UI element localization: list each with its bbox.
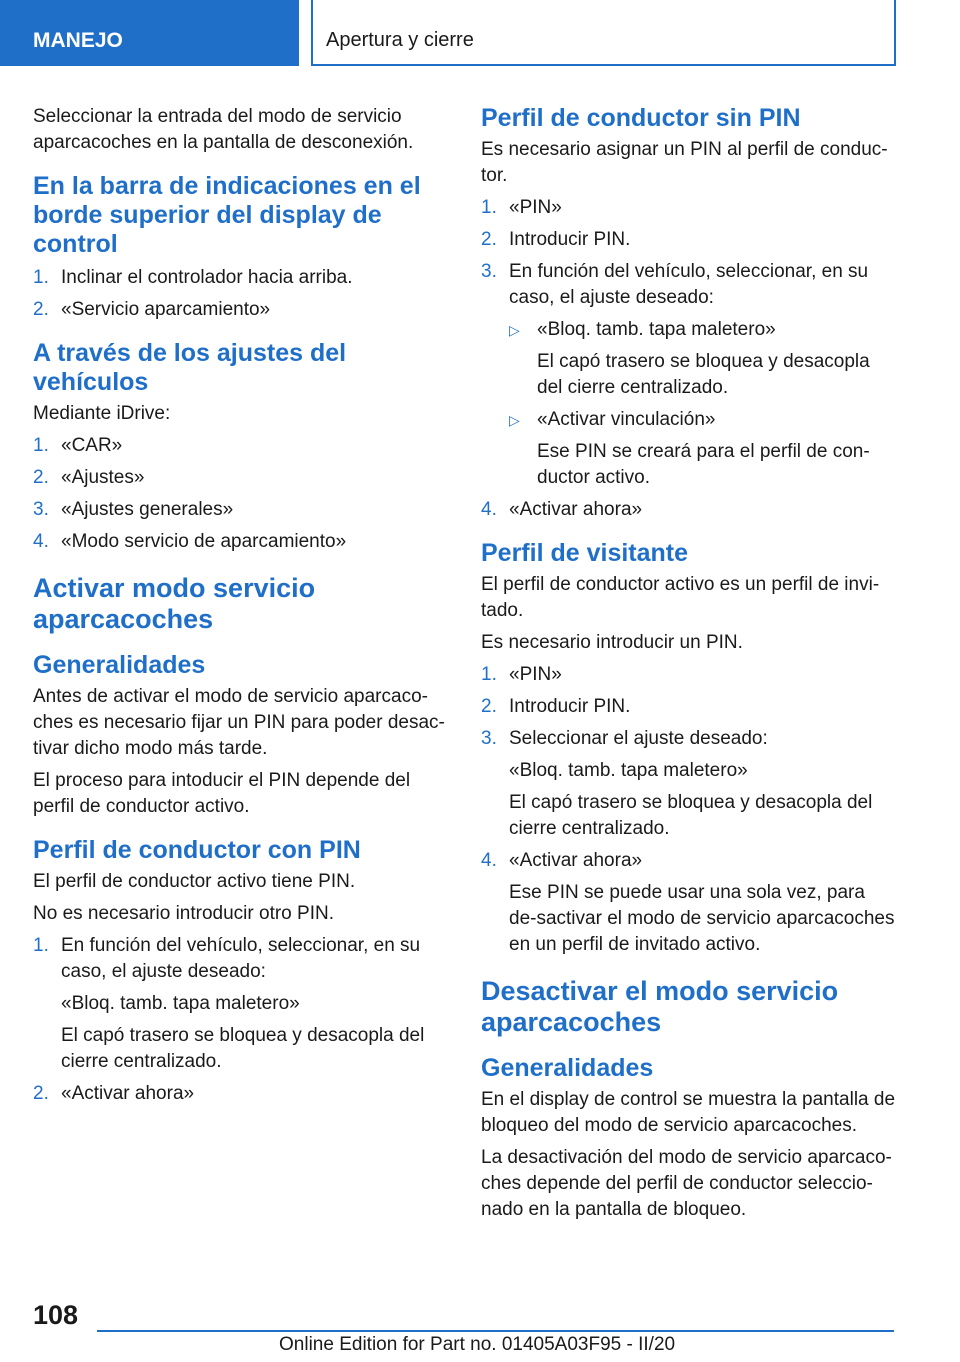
step-detail: El capó trasero se bloquea y desacopla del cierre centralizado. — [61, 1025, 425, 1072]
step-detail: El capó trasero se bloquea y desacopla del cierre centralizado. — [509, 792, 873, 839]
list-item — [481, 497, 896, 523]
list-item — [509, 407, 896, 491]
list-item — [33, 465, 448, 491]
step-detail: Ese PIN se puede usar una sola vez, para de-sactivar el modo de servicio aparcacoches en un perfil de invitado activo. — [509, 882, 895, 955]
list-item — [33, 933, 448, 1075]
step-text: «Servicio aparcamiento» — [61, 299, 271, 320]
section-title: MANEJO — [33, 29, 123, 52]
step-number: 1. — [481, 197, 497, 218]
visitor-paragraph-2: Es necesario introducir un PIN. — [481, 632, 743, 653]
list-item — [33, 497, 448, 523]
step-text: Introducir PIN. — [509, 229, 631, 250]
step-text: «Ajustes» — [61, 467, 145, 488]
step-number: 1. — [33, 435, 49, 456]
list-item — [509, 317, 896, 401]
option-detail: El capó trasero se bloquea y desacopla del cierre centralizado. — [537, 351, 870, 398]
step-number: 2. — [33, 1083, 49, 1104]
heading-settings: A través de los ajustes del vehículos — [33, 339, 347, 396]
step-number: 2. — [481, 229, 497, 250]
list-item — [33, 1081, 448, 1107]
page-number: 108 — [33, 1300, 79, 1330]
chapter-tab — [311, 0, 896, 66]
visitor-paragraph-1: El perfil de conductor activo es un perfil de invi-tado. — [481, 574, 880, 621]
no-pin-steps-list — [481, 195, 896, 523]
step-number: 4. — [481, 499, 497, 520]
step-text: «Modo servicio de aparcamiento» — [61, 531, 347, 552]
with-pin-steps-list — [33, 933, 448, 1107]
list-item — [33, 265, 448, 291]
step-text: «Ajustes generales» — [61, 499, 234, 520]
visitor-steps-list — [481, 662, 896, 958]
step-number: 2. — [33, 467, 49, 488]
step-text: «PIN» — [509, 664, 562, 685]
heading-deactivate: Desactivar el modo servicio aparcacoches — [481, 976, 839, 1037]
general2-paragraph-2: La desactivación del modo de servicio aparcaco-ches depende del perfil de conductor seleccio-nado en la pantalla de bloqueo. — [481, 1147, 892, 1220]
step-detail: «Bloq. tamb. tapa maletero» — [509, 760, 748, 781]
section-tab — [0, 0, 299, 66]
step-text: «CAR» — [61, 435, 123, 456]
step-text: En función del vehículo, seleccionar, en su caso, el ajuste deseado: — [509, 261, 869, 308]
chapter-title: Apertura y cierre — [326, 29, 474, 51]
list-item — [481, 195, 896, 221]
no-pin-paragraph: Es necesario asignar un PIN al perfil de conduc-tor. — [481, 139, 888, 186]
step-number: 2. — [33, 299, 49, 320]
step-text: «Activar ahora» — [61, 1083, 195, 1104]
heading-general: Generalidades — [33, 651, 206, 679]
step-number: 1. — [481, 664, 497, 685]
list-item — [481, 227, 896, 253]
step-number: 4. — [33, 531, 49, 552]
option-detail: Ese PIN se creará para el perfil de con-ductor activo. — [537, 441, 870, 488]
step-detail: «Bloq. tamb. tapa maletero» — [61, 993, 300, 1014]
footer-edition: Online Edition for Part no. 01405A03F95 - II/20 — [279, 1334, 676, 1355]
step-text: En función del vehículo, seleccionar, en su caso, el ajuste deseado: — [61, 935, 421, 982]
right-column — [481, 104, 896, 1229]
heading-no-pin: Perfil de conductor sin PIN — [481, 104, 801, 132]
settings-steps-list — [33, 433, 448, 555]
step-text: Seleccionar el ajuste deseado: — [509, 728, 768, 749]
list-item — [481, 726, 896, 842]
step-number: 3. — [481, 728, 497, 749]
heading-with-pin: Perfil de conductor con PIN — [33, 836, 361, 864]
heading-general-2: Generalidades — [481, 1054, 654, 1082]
step-number: 3. — [33, 499, 49, 520]
step-text: «Activar ahora» — [509, 850, 643, 871]
footer-divider — [97, 1330, 894, 1332]
step-text: «PIN» — [509, 197, 562, 218]
step-number: 4. — [481, 850, 497, 871]
general-paragraph-2: El proceso para intoducir el PIN depende del perfil de conductor activo. — [33, 770, 411, 817]
step-number: 2. — [481, 696, 497, 717]
list-item — [481, 662, 896, 688]
with-pin-paragraph-2: No es necesario introducir otro PIN. — [33, 903, 334, 924]
intro-paragraph: Seleccionar la entrada del modo de servicio aparcacoches en la pantalla de desconexión. — [33, 106, 414, 153]
options-list — [509, 317, 896, 491]
list-item — [481, 694, 896, 720]
bar-steps-list — [33, 265, 448, 323]
step-number: 3. — [481, 261, 497, 282]
heading-visitor: Perfil de visitante — [481, 539, 689, 567]
triangle-bullet-icon: ▷ — [509, 322, 520, 338]
step-number: 1. — [33, 267, 49, 288]
heading-activate: Activar modo servicio aparcacoches — [33, 573, 316, 634]
list-item — [33, 433, 448, 459]
option-text: «Activar vinculación» — [537, 409, 716, 430]
list-item — [481, 848, 896, 958]
list-item — [33, 297, 448, 323]
general-paragraph-1: Antes de activar el modo de servicio aparcaco-ches es necesario fijar un PIN para poder desac-tivar dicho modo más tarde. — [33, 686, 445, 759]
step-text: Inclinar el controlador hacia arriba. — [61, 267, 353, 288]
heading-bar: En la barra de indicaciones en el borde superior del display de control — [33, 172, 421, 258]
option-text: «Bloq. tamb. tapa maletero» — [537, 319, 776, 340]
step-text: «Activar ahora» — [509, 499, 643, 520]
with-pin-paragraph-1: El perfil de conductor activo tiene PIN. — [33, 871, 356, 892]
step-number: 1. — [33, 935, 49, 956]
list-item — [481, 259, 896, 491]
left-column — [33, 104, 448, 1117]
general2-paragraph-1: En el display de control se muestra la pantalla de bloqueo del modo de servicio aparcacoches. — [481, 1089, 896, 1136]
triangle-bullet-icon: ▷ — [509, 412, 520, 428]
step-text: Introducir PIN. — [509, 696, 631, 717]
list-item — [33, 529, 448, 555]
settings-intro: Mediante iDrive: — [33, 403, 171, 424]
